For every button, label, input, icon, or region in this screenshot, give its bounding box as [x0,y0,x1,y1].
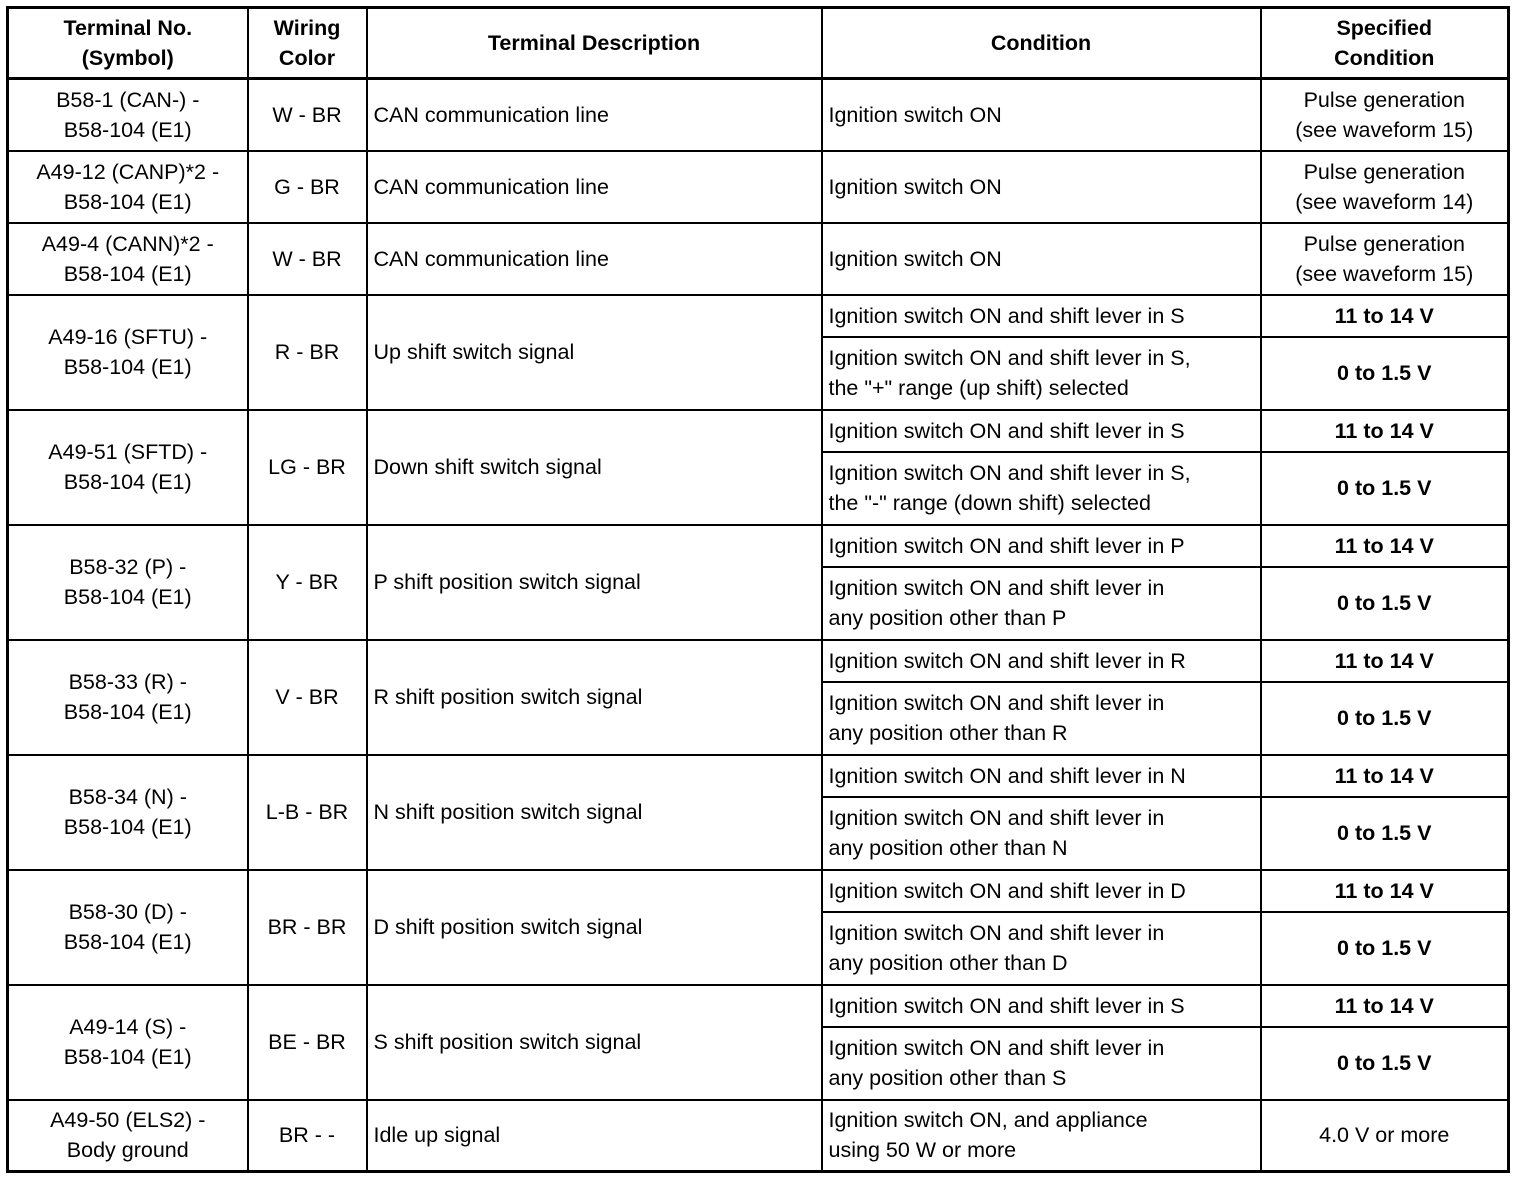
specified-line1: 11 to 14 V [1334,763,1434,788]
condition-cell [822,640,1261,682]
description-cell: Down shift switch signal [367,410,822,525]
condition-line1: Ignition switch ON and shift lever in S [828,993,1185,1018]
condition-line2: using 50 W or more [828,1138,1017,1163]
description-cell: P shift position switch signal [367,525,822,640]
terminal-terminal-line2: B58-104 (E1) [63,355,192,379]
terminal-terminal-line2: B58-104 (E1) [63,470,192,494]
table-row [8,295,1509,337]
specified-cell [1261,223,1509,295]
specified-line1: 0 to 1.5 V [1337,591,1432,615]
description-cell: R shift position switch signal [367,640,822,755]
terminal-terminal-line2: Body ground [66,1138,189,1163]
condition-cell [822,295,1261,337]
terminal-cell [8,985,248,1100]
table-row [8,410,1509,452]
condition-line1: Ignition switch ON and shift lever in [828,691,1165,715]
condition-line1: Ignition switch ON and shift lever in S, [828,461,1191,485]
description-cell: Idle up signal [367,1100,822,1172]
condition-cell [822,223,1261,295]
condition-line2: any position other than R [828,721,1068,745]
specified-line1: 11 to 14 V [1334,303,1434,328]
condition-cell [822,79,1261,151]
condition-cell [822,985,1261,1027]
condition-cell [822,797,1261,870]
wiring-color-cell: BR - - [248,1100,367,1172]
wiring-color-cell: G - BR [248,151,367,223]
header-description: Terminal Description [367,8,822,79]
specified-line1: 4.0 V or more [1319,1123,1450,1148]
condition-line1: Ignition switch ON and shift lever in S, [828,346,1191,370]
terminal-spec-table [6,6,1510,1173]
condition-cell [822,1100,1261,1172]
terminal-terminal-line1: B58-33 (R) - [68,670,187,694]
specified-cell [1261,79,1509,151]
wiring-color-cell: L-B - BR [248,755,367,870]
specified-cell [1261,912,1509,985]
table-row [8,79,1509,151]
terminal-terminal-line1: B58-34 (N) - [68,785,187,809]
terminal-cell [8,151,248,223]
condition-line2: the "-" range (down shift) selected [828,491,1151,515]
terminal-cell [8,410,248,525]
terminal-terminal-line2: B58-104 (E1) [63,1045,192,1069]
specified-line1: 11 to 14 V [1334,878,1434,903]
header-wiring-line2: Color [278,46,336,70]
specified-line1: 11 to 14 V [1334,418,1434,443]
wiring-color-cell: BE - BR [248,985,367,1100]
header-terminal [8,8,248,79]
specified-line2: (see waveform 15) [1295,261,1474,286]
condition-line1: Ignition switch ON and shift lever in S [828,418,1185,443]
terminal-terminal-line2: B58-104 (E1) [63,117,192,142]
condition-line1: Ignition switch ON and shift lever in [828,576,1165,600]
specified-cell [1261,295,1509,337]
specified-line1: 11 to 14 V [1334,993,1434,1018]
table-row [8,1100,1509,1172]
terminal-cell [8,1100,248,1172]
terminal-terminal-line2: B58-104 (E1) [63,261,192,286]
condition-line1: Ignition switch ON and shift lever in N [828,763,1186,788]
specified-line1: 11 to 14 V [1334,533,1434,558]
specified-cell [1261,682,1509,755]
table-row [8,755,1509,797]
terminal-terminal-line1: A49-16 (SFTU) - [48,325,208,349]
specified-cell [1261,985,1509,1027]
terminal-cell [8,870,248,985]
table-row [8,640,1509,682]
specified-cell [1261,337,1509,410]
terminal-terminal-line1: A49-12 (CANP)*2 - [36,159,220,184]
specified-cell [1261,1027,1509,1100]
terminal-terminal-line1: B58-1 (CAN-) - [56,87,200,112]
header-wiring-color [248,8,367,79]
specified-line1: 0 to 1.5 V [1337,1051,1432,1075]
specified-line1: Pulse generation [1303,231,1465,256]
header-condition: Condition [822,8,1261,79]
condition-cell [822,337,1261,410]
terminal-cell [8,223,248,295]
condition-line2: any position other than S [828,1066,1067,1090]
header-row [8,8,1509,79]
condition-line1: Ignition switch ON and shift lever in P [828,533,1185,558]
terminal-cell [8,79,248,151]
specified-line1: 11 to 14 V [1334,648,1434,673]
terminal-terminal-line1: A49-14 (S) - [69,1015,187,1039]
condition-line1: Ignition switch ON [828,102,1002,127]
condition-line1: Ignition switch ON [828,174,1002,199]
condition-line1: Ignition switch ON and shift lever in [828,806,1165,830]
condition-cell [822,151,1261,223]
wiring-color-cell: R - BR [248,295,367,410]
table-row [8,525,1509,567]
terminal-terminal-line2: B58-104 (E1) [63,585,192,609]
condition-cell [822,525,1261,567]
specified-line1: Pulse generation [1303,159,1465,184]
table-row [8,870,1509,912]
condition-cell [822,682,1261,755]
header-specified [1261,8,1509,79]
specified-line1: 0 to 1.5 V [1337,706,1432,730]
condition-cell [822,1027,1261,1100]
terminal-terminal-line1: A49-50 (ELS2) - [50,1108,206,1133]
terminal-cell [8,640,248,755]
condition-cell [822,452,1261,525]
specified-line1: 0 to 1.5 V [1337,936,1432,960]
condition-cell [822,870,1261,912]
terminal-terminal-line1: A49-51 (SFTD) - [48,440,208,464]
terminal-terminal-line1: B58-32 (P) - [69,555,187,579]
specified-cell [1261,640,1509,682]
specified-cell [1261,567,1509,640]
terminal-terminal-line2: B58-104 (E1) [63,189,192,214]
header-terminal-line1: Terminal No. [63,16,193,40]
terminal-cell [8,755,248,870]
header-specified-line1: Specified [1336,16,1433,40]
wiring-color-cell: V - BR [248,640,367,755]
condition-line1: Ignition switch ON and shift lever in S [828,303,1185,328]
table-row [8,985,1509,1027]
specified-cell [1261,151,1509,223]
wiring-color-cell: BR - BR [248,870,367,985]
table-row [8,151,1509,223]
specified-cell [1261,410,1509,452]
specified-line1: 0 to 1.5 V [1337,361,1432,385]
condition-line1: Ignition switch ON, and appliance [828,1108,1148,1133]
specified-cell [1261,797,1509,870]
specified-cell [1261,870,1509,912]
condition-line2: the "+" range (up shift) selected [828,376,1129,400]
specified-line2: (see waveform 15) [1295,117,1474,142]
terminal-terminal-line1: B58-30 (D) - [68,900,187,924]
terminal-terminal-line2: B58-104 (E1) [63,815,192,839]
description-cell: Up shift switch signal [367,295,822,410]
condition-cell [822,912,1261,985]
terminal-terminal-line2: B58-104 (E1) [63,700,192,724]
description-cell: CAN communication line [367,151,822,223]
specified-line2: (see waveform 14) [1295,189,1474,214]
condition-cell [822,755,1261,797]
wiring-color-cell: Y - BR [248,525,367,640]
specified-line1: 0 to 1.5 V [1337,476,1432,500]
condition-line2: any position other than P [828,606,1067,630]
description-cell: CAN communication line [367,223,822,295]
condition-line1: Ignition switch ON and shift lever in [828,921,1165,945]
condition-line2: any position other than N [828,836,1068,860]
description-cell: CAN communication line [367,79,822,151]
wiring-color-cell: W - BR [248,223,367,295]
specified-cell [1261,525,1509,567]
specified-line1: 0 to 1.5 V [1337,821,1432,845]
condition-line1: Ignition switch ON and shift lever in R [828,648,1186,673]
terminal-cell [8,525,248,640]
specified-cell [1261,452,1509,525]
header-terminal-line2: (Symbol) [81,46,174,70]
specified-line1: Pulse generation [1303,87,1465,112]
table-row [8,223,1509,295]
condition-cell [822,410,1261,452]
header-specified-line2: Condition [1334,46,1435,70]
condition-cell [822,567,1261,640]
header-wiring-line1: Wiring [273,16,341,40]
description-cell: S shift position switch signal [367,985,822,1100]
specified-cell [1261,1100,1509,1172]
description-cell: D shift position switch signal [367,870,822,985]
terminal-terminal-line1: A49-4 (CANN)*2 - [41,231,214,256]
terminal-cell [8,295,248,410]
table-body [8,79,1509,1172]
description-cell: N shift position switch signal [367,755,822,870]
wiring-color-cell: W - BR [248,79,367,151]
condition-line1: Ignition switch ON and shift lever in [828,1036,1165,1060]
condition-line2: any position other than D [828,951,1068,975]
wiring-color-cell: LG - BR [248,410,367,525]
terminal-terminal-line2: B58-104 (E1) [63,930,192,954]
condition-line1: Ignition switch ON and shift lever in D [828,878,1186,903]
condition-line1: Ignition switch ON [828,246,1002,271]
specified-cell [1261,755,1509,797]
